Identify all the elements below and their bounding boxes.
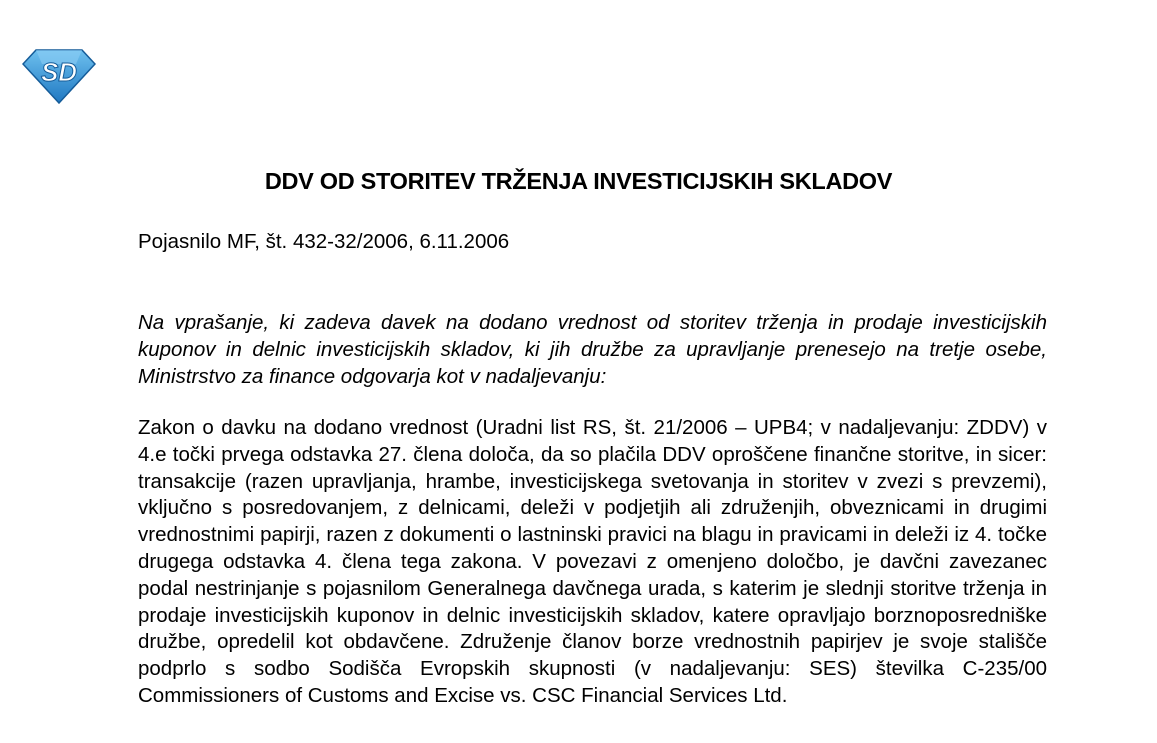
document-subtitle: Pojasnilo MF, št. 432-32/2006, 6.11.2006 bbox=[138, 230, 510, 253]
document-title: DDV OD STORITEV TRŽENJA INVESTICIJSKIH SKLADOV bbox=[264, 168, 893, 194]
sd-logo-icon bbox=[22, 48, 96, 104]
body-paragraph: Zakon o davku na dodano vrednost (Uradni list RS, št. 21/2006 – UPB4; v nadaljevanju: ZDDV) v 4.e točki prvega odstavka 27. člena določa, da so plačila DDV oproščene finančne storitve, in sicer: transakcije (razen upravljanja, hrambe, investicijskega svetovanja in storitev v zvezi s prevzemi), vključno s posredovanjem, z delnicami, deleži v podjetjih ali združenjih, obveznicami in drugimi vrednostnimi papirji, razen z dokumenti o lastninski pravici na blagu in pravicami in deleži iz 4. točke drugega odstavka 4. člena tega zakona. V povezavi z omenjeno določbo, je davčni zavezanec podal nestrinjanje s pojasnilom Generalnega davčnega urada, s katerim je slednji storitve trženja in prodaje investicijskih kuponov in delnic investicijskih skladov, katere opravljajo borznoposredniške družbe, opredelil kot obdavčene. Združenje članov borze vrednostnih papirjev je svoje stališče podprlo s sodbo Sodišča Evropskih skupnosti (v nadaljevanju: SES) številka C-235/00 Commissioners of Customs and Excise vs. CSC Financial Services Ltd. bbox=[138, 416, 1047, 707]
question-paragraph: Na vprašanje, ki zadeva davek na dodano vrednost od storitev trženja in prodaje investicijskih kuponov in delnic investicijskih skladov, ki jih družbe za upravljanje prenesejo na tretje osebe, Ministrstvo za finance odgovarja kot v nadaljevanju: bbox=[138, 311, 1047, 388]
svg-text:SD: SD bbox=[40, 57, 78, 87]
